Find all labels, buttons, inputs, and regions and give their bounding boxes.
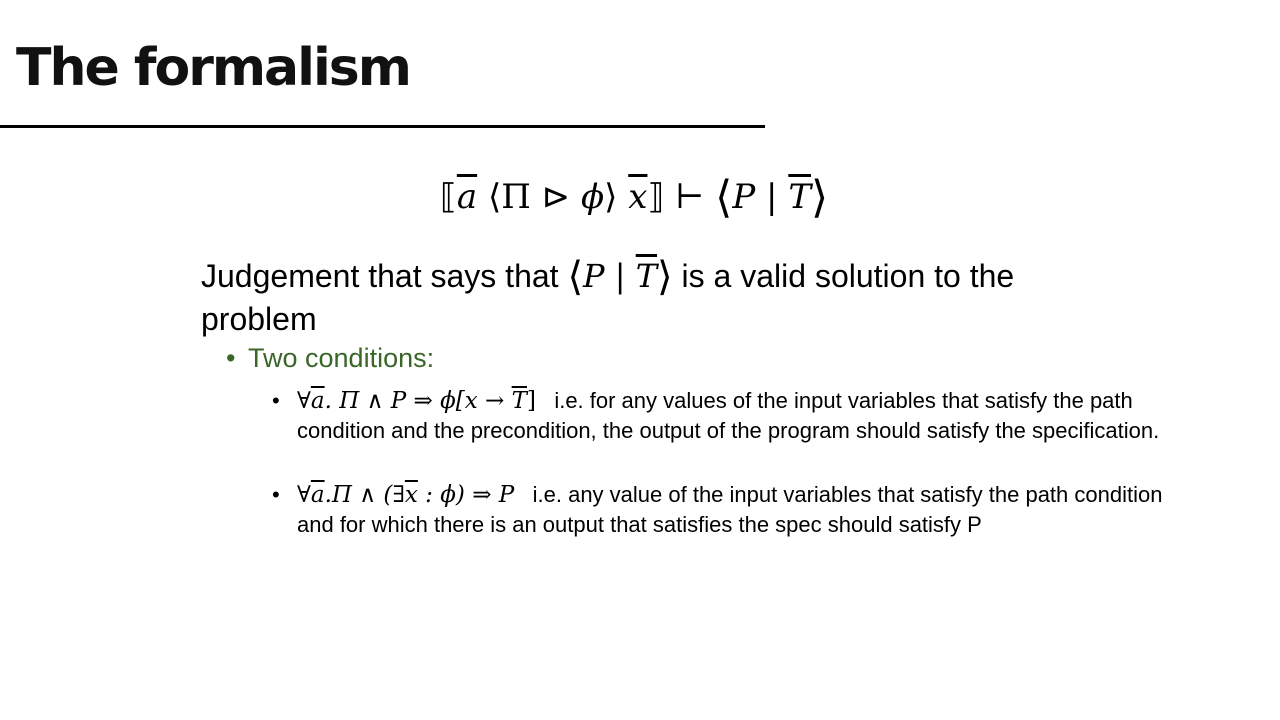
condition-text: i.e. any value of the input variables that satisfy the path condition and for which there is an output that satisfies the spec should satisfy P	[297, 482, 1163, 537]
formula-separator: |	[766, 177, 778, 217]
formula-left-bracket: ⟦	[440, 177, 457, 217]
main-formula	[440, 172, 828, 223]
condition-item	[272, 386, 1172, 445]
formula-T-bar: $\overline{T}$	[788, 177, 811, 217]
condition-formula-x: $\overline{x}$	[404, 482, 418, 508]
condition-formula-a: $\overline{a}$	[310, 388, 325, 414]
condition-formula-T: $\overline{T}$	[511, 388, 527, 414]
condition-formula-mid: .Π ∧ (∃	[324, 482, 405, 508]
condition-formula-rest: . Π ∧ P ⇒ ϕ[x →	[324, 388, 512, 414]
judgement-paragraph	[201, 255, 1101, 340]
formula-angle-close: ⟩	[604, 177, 618, 217]
bullet-icon: •	[226, 343, 236, 373]
formula-a-bar: $\overline{a}$	[456, 177, 478, 217]
formula-solution-open: ⟨	[715, 172, 733, 223]
formula-x-bar: $\overline{x}$	[628, 177, 648, 217]
condition-formula-prefix: ∀	[297, 388, 311, 414]
judgement-math-T: $\overline{T}$	[635, 257, 658, 295]
condition-formula-rest: : ϕ) ⇒ P	[417, 482, 515, 508]
judgement-math-separator: |	[614, 257, 626, 295]
condition-formula-prefix: ∀	[297, 482, 311, 508]
formula-angle-open: ⟨	[487, 177, 502, 217]
bullet-icon: •	[272, 482, 280, 507]
bullet-icon: •	[272, 388, 280, 413]
condition-formula	[297, 388, 536, 414]
conditions-heading-text: Two conditions:	[248, 343, 435, 373]
judgement-text-before: Judgement that says that	[201, 258, 559, 294]
condition-formula-end: ]	[526, 388, 536, 414]
conditions-heading	[226, 343, 434, 374]
condition-text: i.e. for any values of the input variables that satisfy the path condition and the precondition, the output of the program should satisfy the specification.	[297, 388, 1160, 443]
formula-turnstile: ⊢	[675, 177, 705, 217]
title-underline	[0, 125, 765, 128]
judgement-math	[567, 254, 673, 300]
judgement-math-open: ⟨	[567, 254, 584, 300]
judgement-text-after: is a valid solution to the problem	[201, 258, 1015, 337]
condition-item	[272, 480, 1172, 539]
formula-phi: ϕ	[580, 177, 605, 217]
condition-formula	[297, 482, 514, 508]
formula-solution-close: ⟩	[811, 172, 829, 223]
formula-pi: Π	[501, 177, 531, 217]
condition-formula-a: $\overline{a}$	[310, 482, 325, 508]
judgement-math-close: ⟩	[657, 254, 673, 300]
formula-P: P	[732, 177, 756, 217]
slide-title: The formalism	[16, 38, 410, 98]
judgement-math-P: P	[583, 257, 605, 295]
formula-right-bracket: ⟧	[647, 177, 665, 217]
formula-triangle: ⊳	[541, 177, 571, 217]
